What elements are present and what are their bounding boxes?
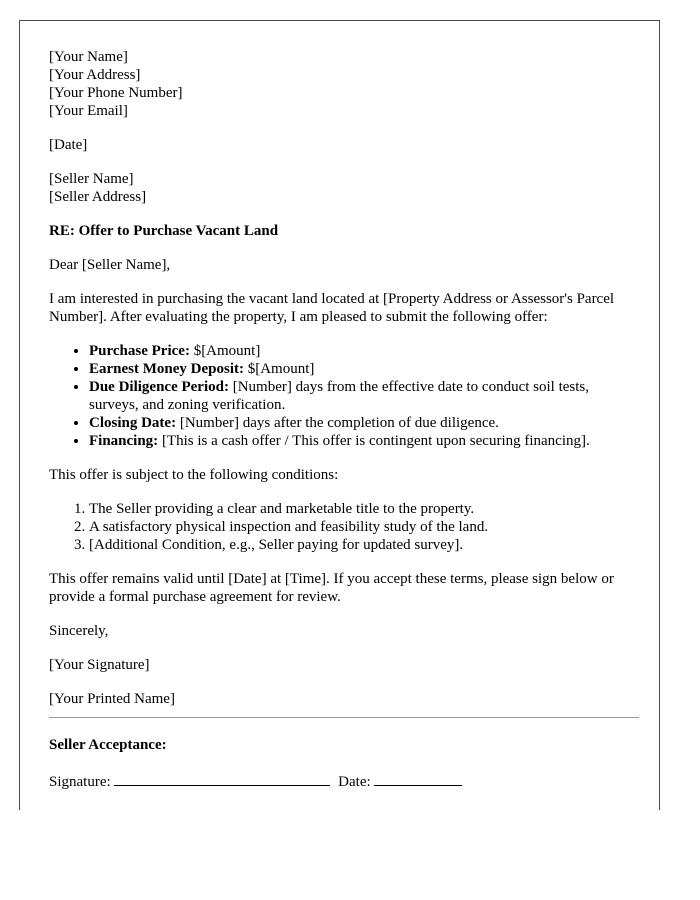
term-earnest-money [89,360,639,378]
term-label: Closing Date: [89,415,177,431]
sender-block [49,48,639,120]
validity-paragraph: This offer remains valid until [Date] at [Time]. If you accept these terms, please sign below or provide a formal purchase agreement for review. [49,571,614,605]
recipient-name: [Seller Name] [49,171,134,187]
acceptance-signature-row [49,770,639,791]
signature-label: Signature: [49,774,111,790]
conditions-intro: This offer is subject to the following conditions: [49,467,339,483]
acceptance-heading: Seller Acceptance: [49,737,167,753]
term-due-diligence [89,378,639,414]
signature-blank [114,770,330,786]
term-label: Earnest Money Deposit: [89,361,244,377]
term-label: Due Diligence Period: [89,379,229,395]
sender-name: [Your Name] [49,49,128,65]
recipient-address: [Seller Address] [49,189,147,205]
term-text: $[Amount] [189,343,261,359]
subject-line: RE: Offer to Purchase Vacant Land [49,223,279,239]
letter-date: [Date] [49,137,88,153]
term-purchase-price [89,342,639,360]
salutation: Dear [Seller Name], [49,257,171,273]
term-text: [Number] days from the effective date to conduct soil tests, surveys, and zoning verification. [89,379,589,413]
conditions-list [49,500,639,554]
condition-item: 2. A satisfactory physical inspection and feasibility study of the land. [89,518,639,536]
letter-body [49,48,639,791]
term-text: $[Amount] [243,361,315,377]
recipient-block [49,170,639,206]
sender-email: [Your Email] [49,103,128,119]
sender-phone: [Your Phone Number] [49,85,183,101]
letter-page [19,20,660,810]
section-divider [49,717,639,718]
date-blank [374,770,462,786]
term-closing-date [89,414,639,432]
intro-paragraph: I am interested in purchasing the vacant land located at [Property Address or Assessor's Parcel Number]. After evaluating the property, I am pleased to submit the following offer: [49,291,615,325]
condition-item: 3. [Additional Condition, e.g., Seller paying for updated survey]. [89,536,639,554]
sender-address: [Your Address] [49,67,141,83]
closing-phrase: Sincerely, [49,623,109,639]
term-text: [This is a cash offer / This offer is contingent upon securing financing]. [158,433,590,449]
condition-item: 1. The Seller providing a clear and marketable title to the property. [89,500,639,518]
term-label: Purchase Price: [89,343,190,359]
printed-name: [Your Printed Name] [49,691,175,707]
signature-placeholder: [Your Signature] [49,657,150,673]
term-text: [Number] days after the completion of due diligence. [176,415,499,431]
term-label: Financing: [89,433,159,449]
term-financing [89,432,639,450]
date-label: Date: [338,774,371,790]
offer-terms-list [49,342,639,450]
